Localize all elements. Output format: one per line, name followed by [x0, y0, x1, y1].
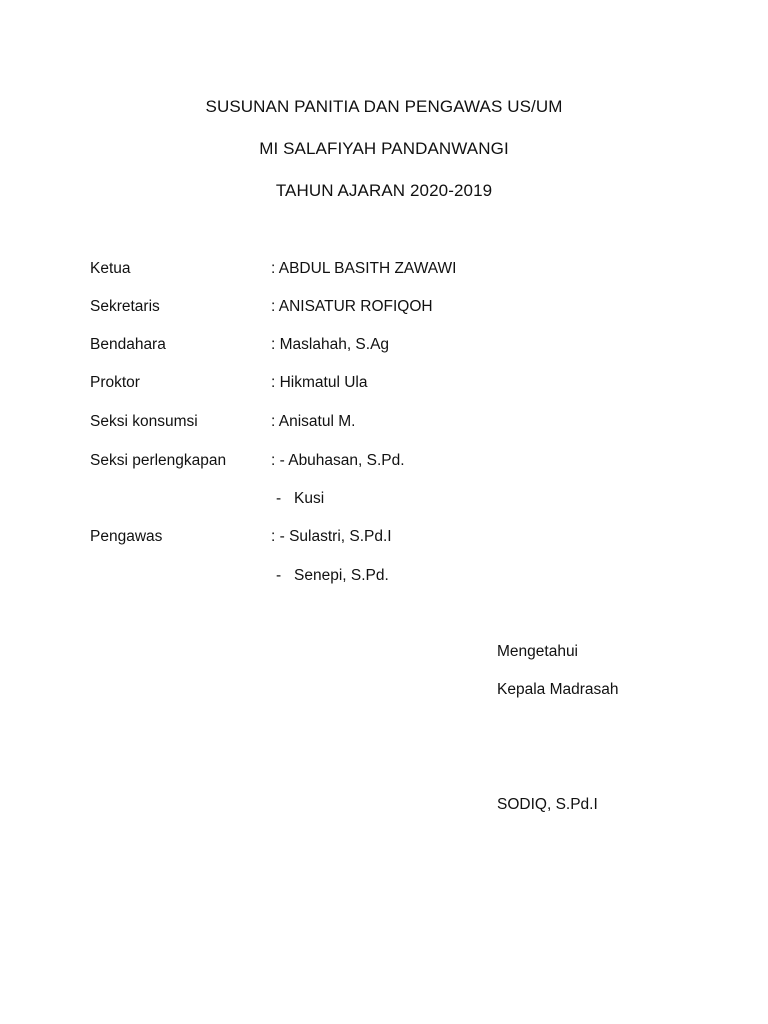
document-title: SUSUNAN PANITIA DAN PENGAWAS US/UM: [205, 97, 563, 116]
row-value: : - Sulastri, S.Pd.I: [271, 528, 392, 545]
row-label: Proktor: [90, 374, 140, 391]
committee-row-bendahara: [90, 335, 710, 355]
signature-role: Kepala Madrasah: [497, 681, 619, 698]
row-value: : ANISATUR ROFIQOH: [271, 298, 433, 315]
signature-name: SODIQ, S.Pd.I: [497, 796, 598, 813]
row-value: Senepi, S.Pd.: [294, 567, 389, 584]
row-value: : Maslahah, S.Ag: [271, 336, 390, 353]
row-value: : Hikmatul Ula: [271, 374, 368, 391]
committee-row-ketua: [90, 259, 710, 279]
committee-row-pengawas-continued: [90, 566, 710, 586]
row-label: Seksi perlengkapan: [90, 452, 227, 469]
academic-year: TAHUN AJARAN 2020-2019: [275, 181, 493, 200]
committee-row-seksi-konsumsi: [90, 412, 710, 432]
signature-acknowledge: Mengetahui: [497, 643, 579, 660]
row-label: Ketua: [90, 260, 131, 277]
row-label: Pengawas: [90, 528, 163, 545]
row-value: : ABDUL BASITH ZAWAWI: [271, 260, 457, 277]
committee-row-sekretaris: [90, 297, 710, 317]
row-label: Seksi konsumsi: [90, 413, 198, 430]
school-name: MI SALAFIYAH PANDANWANGI: [259, 139, 509, 158]
committee-row-proktor: [90, 373, 710, 393]
row-value: : - Abuhasan, S.Pd.: [271, 452, 405, 469]
committee-row-seksi-perlengkapan: [90, 451, 710, 471]
list-dash: -: [276, 567, 282, 584]
row-value: : Anisatul M.: [271, 413, 356, 430]
committee-row-pengawas: [90, 527, 710, 547]
list-dash: -: [276, 490, 282, 507]
row-value: Kusi: [294, 490, 325, 507]
committee-row-perlengkapan-continued: [90, 489, 710, 509]
row-label: Bendahara: [90, 336, 166, 353]
row-label: Sekretaris: [90, 298, 160, 315]
